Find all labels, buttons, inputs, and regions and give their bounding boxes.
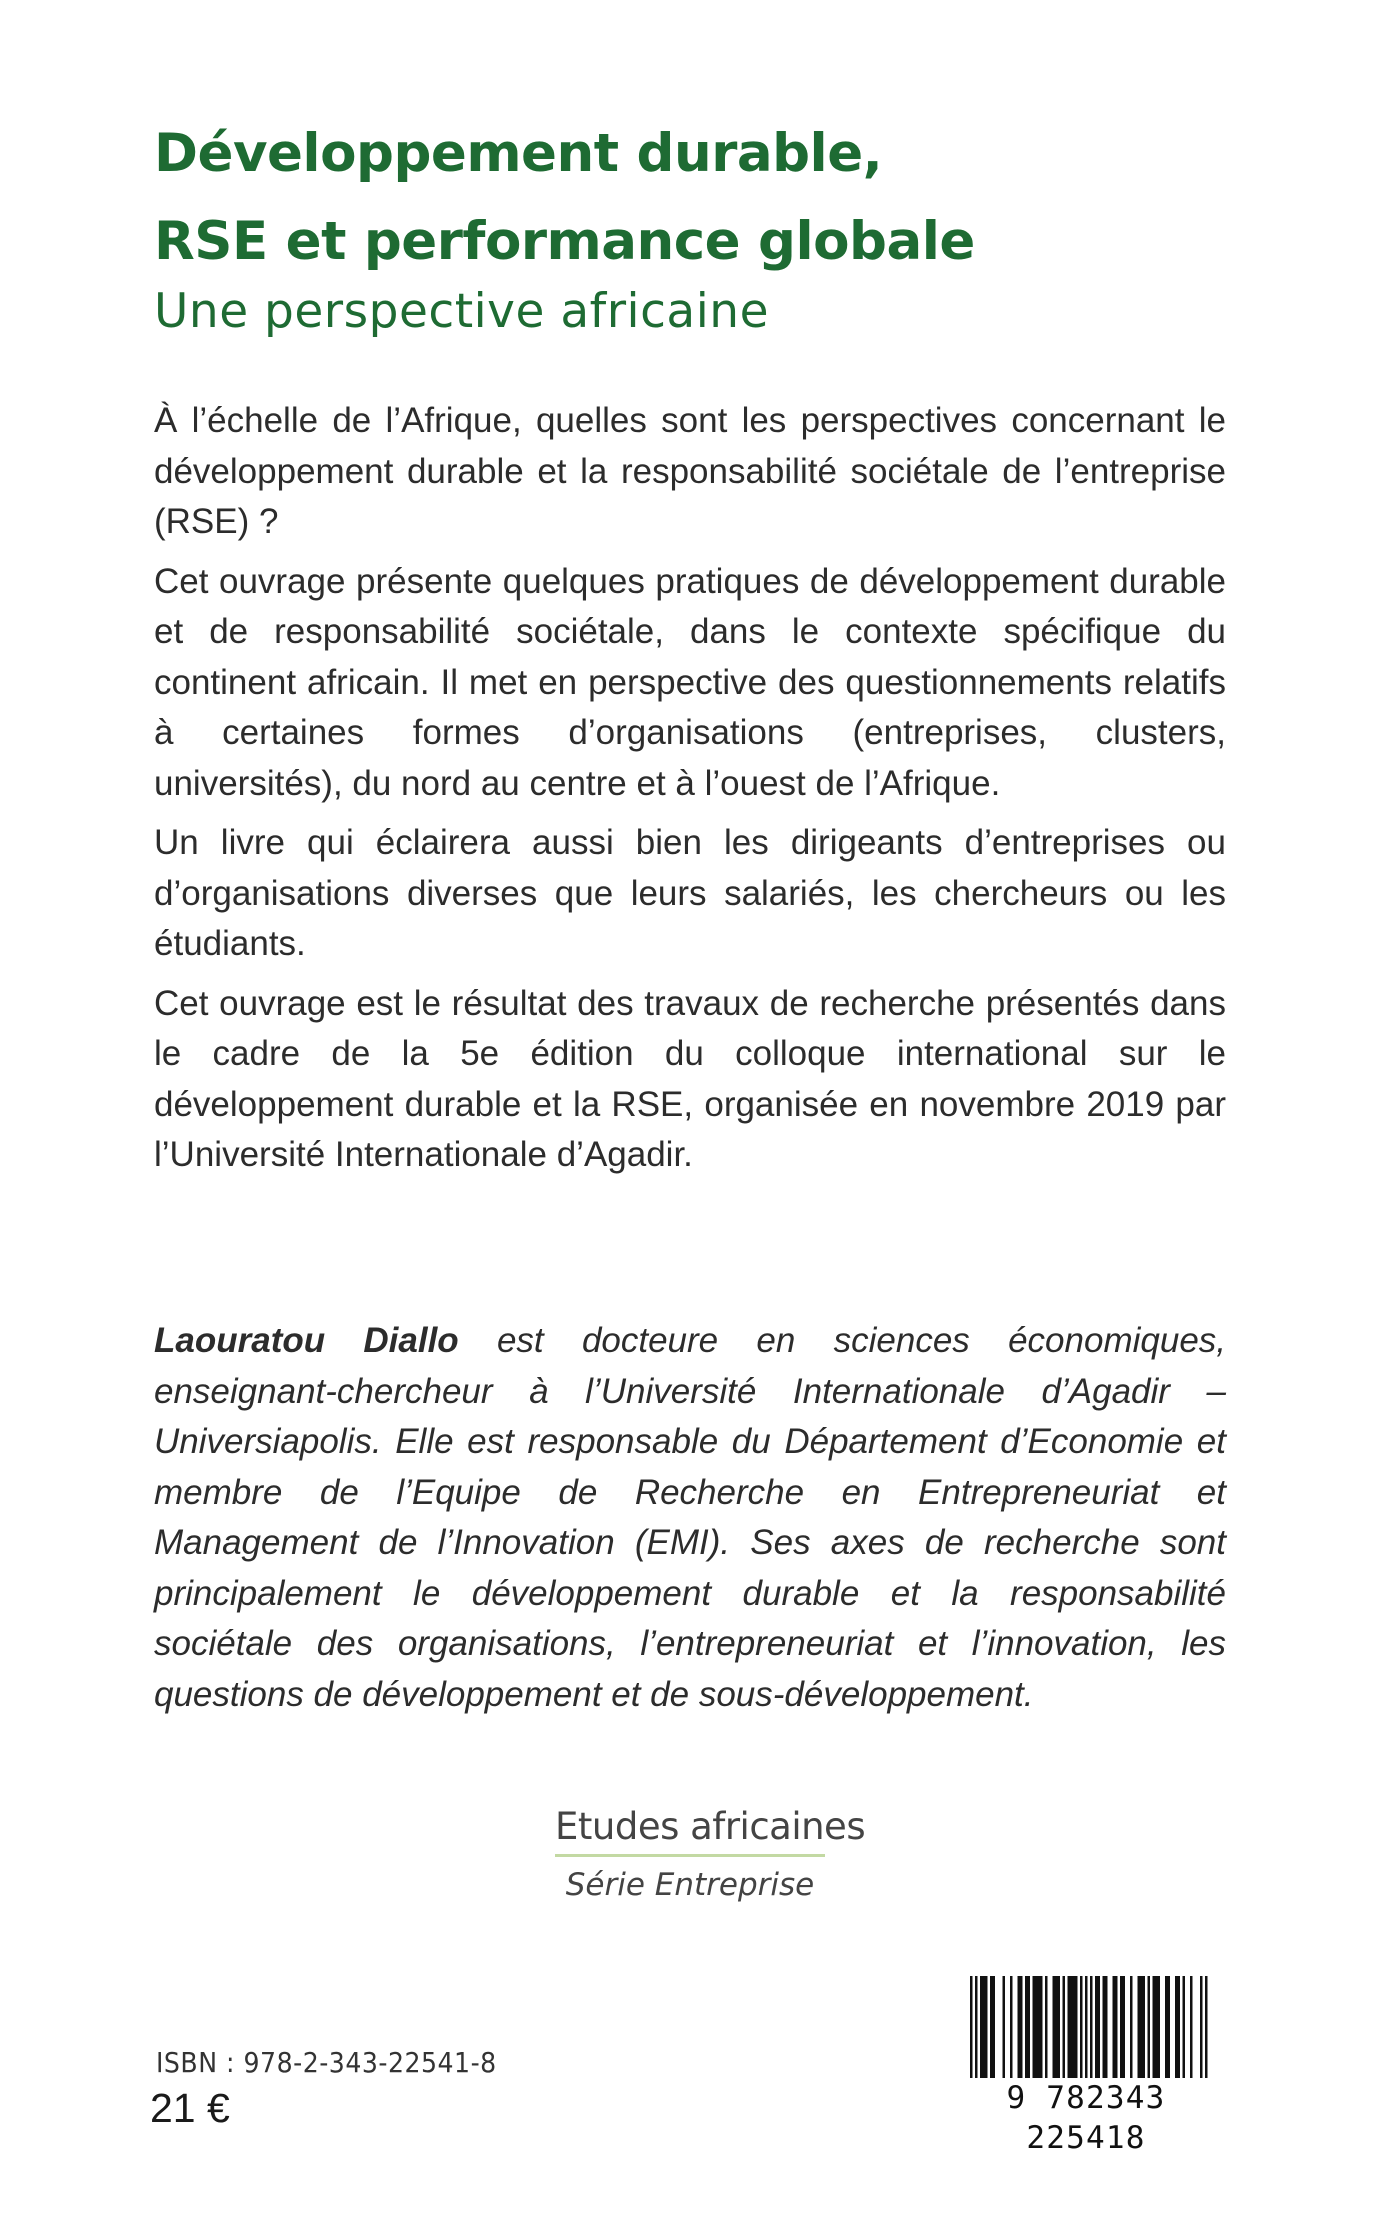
barcode-bar [1025, 1976, 1028, 2078]
barcode-bar [1158, 1976, 1161, 2078]
blurb-paragraph-2: Cet ouvrage présente quelques pratiques de développement durable et de responsabilité sociétale, dans le contexte spécifique du continent africain. Il met en perspective des questionnements relatifs à certaines formes d’organisations (entreprises, clusters, universités), du nord au centre et à l’ouest de l’Afrique. [154, 561, 1226, 803]
collection-name: Etudes africaines [555, 1805, 866, 1848]
barcode-bar [1103, 1976, 1106, 2078]
barcode-bar [1098, 1976, 1101, 2078]
barcode-bar [1080, 1976, 1083, 2078]
blurb [154, 396, 1226, 1190]
barcode-bar [1073, 1976, 1076, 2078]
isbn: ISBN : 978-2-343-22541-8 [156, 2046, 497, 2079]
book-subtitle: Une perspective africaine [154, 284, 769, 339]
barcode-bar [1155, 1976, 1158, 2078]
barcode-bar [1123, 1976, 1126, 2078]
title-line-1: Développement durable, [154, 123, 883, 184]
barcode-bar [1045, 1976, 1048, 2078]
barcode-bar [1130, 1976, 1133, 2078]
barcode-bar [1033, 1976, 1036, 2078]
barcode-bar [1120, 1976, 1123, 2078]
barcode-bar [1165, 1976, 1168, 2078]
barcode-bar [1105, 1976, 1108, 2078]
barcode-bar [985, 1976, 988, 2078]
barcode-bar [1063, 1976, 1066, 2078]
barcode-bar [1058, 1976, 1061, 2078]
book-title [154, 110, 1254, 286]
barcode-bar [1175, 1976, 1178, 2078]
price: 21 € [150, 2085, 230, 2131]
title-line-2: RSE et performance globale [154, 211, 975, 272]
barcode-bar [1190, 1976, 1193, 2078]
barcode-bar [1115, 1976, 1118, 2078]
barcode-bar [1018, 1976, 1021, 2078]
barcode-bar [980, 1976, 983, 2078]
blurb-paragraph-4: Cet ouvrage est le résultat des travaux de recherche présentés dans le cadre de la 5e édition du colloque international sur le développement durable et la RSE, organisée en novembre 2019 par l’Université Internationale d’Agadir. [154, 983, 1226, 1174]
barcode-bar [1003, 1976, 1006, 2078]
barcode-bar [1153, 1976, 1156, 2078]
barcode [955, 1972, 1217, 2156]
barcode-bar [1178, 1976, 1181, 2078]
barcode-bar [1168, 1976, 1171, 2078]
collection-logo [555, 1805, 866, 1903]
collection-series: Série Entreprise [565, 1867, 815, 1903]
barcode-bar [1143, 1976, 1146, 2078]
barcode-bar [1070, 1976, 1073, 2078]
barcode-bar [1075, 1976, 1078, 2078]
barcode-digits: 9 782343 225418 [955, 2078, 1217, 2118]
barcode-bar [1040, 1976, 1043, 2078]
barcode-bar [1140, 1976, 1143, 2078]
barcode-bar [1010, 1976, 1013, 2078]
barcode-bar [1055, 1976, 1058, 2078]
collection-divider [555, 1854, 825, 1857]
author-bio [154, 1316, 1226, 1720]
barcode-bar [1095, 1976, 1098, 2078]
author-name: Laouratou Diallo [154, 1321, 459, 1360]
barcode-bar [993, 1976, 996, 2078]
barcode-bar [1035, 1976, 1038, 2078]
blurb-paragraph-3: Un livre qui éclairera aussi bien les dirigeants d’entreprises ou d’organisations diverses que leurs salariés, les chercheurs ou les étudiants. [154, 823, 1226, 963]
blurb-paragraph-1: À l’échelle de l’Afrique, quelles sont les perspectives concernant le développement durable et la responsabilité sociétale de l’entreprise (RSE) ? [154, 401, 1226, 541]
barcode-bar [1138, 1976, 1141, 2078]
barcode-bar [1020, 1976, 1023, 2078]
author-bio-text: est docteure en sciences économiques, enseignant-chercheur à l’Université Internationale d’Agadir – Universiapolis. Elle est responsable du Département d’Economie et membre de l’Equipe de Recherche en Entrepreneuriat et Management de l’Innovation (EMI). Ses axes de recherche sont principalement le développement durable et la responsabilité sociétale des organisations, l’entrepreneuriat et l’innovation, les questions de développement et de sous-développement. [154, 1321, 1227, 1714]
barcode-bar [1183, 1976, 1186, 2078]
barcode-bar [983, 1976, 986, 2078]
barcode-bar [1148, 1976, 1151, 2078]
barcode-bar [1028, 1976, 1031, 2078]
barcode-bar [1038, 1976, 1041, 2078]
barcode-bar [1053, 1976, 1056, 2078]
barcode-bar [1068, 1976, 1071, 2078]
barcode-bar [990, 1976, 993, 2078]
barcode-bar [1113, 1976, 1116, 2078]
